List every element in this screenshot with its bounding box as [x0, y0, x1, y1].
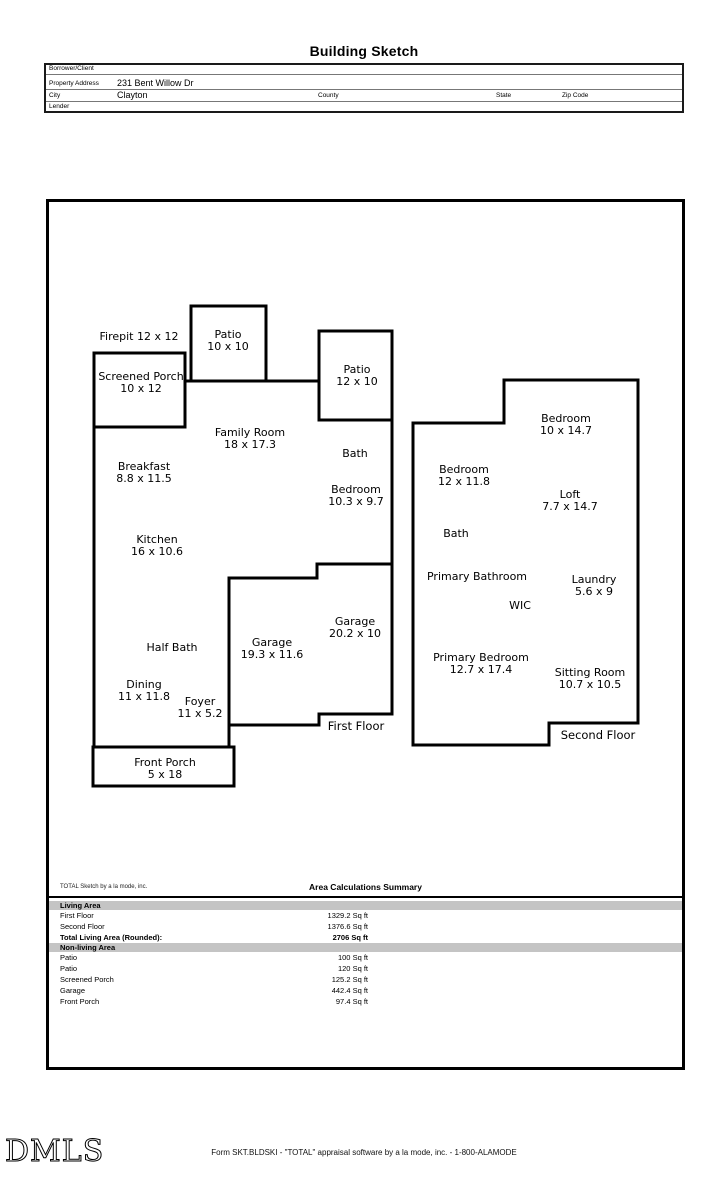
summary-header [46, 877, 685, 898]
room-label-garage-20: Garage 20.2 x 10 [329, 615, 381, 640]
area-calculations-summary [46, 877, 685, 1007]
sketch-area [46, 199, 685, 1070]
zip-label: Zip Code [562, 92, 589, 99]
summary-row-second-floor: Second Floor 1376.6 Sq ft [60, 922, 368, 931]
room-label-sitting-room: Sitting Room 10.7 x 10.5 [554, 666, 626, 691]
borrower-label: Borrower/Client [49, 65, 94, 72]
room-label-bath-second: Bath [443, 527, 469, 540]
room-label-half-bath: Half Bath [146, 641, 198, 654]
room-label-bedroom-12x118: Bedroom 12 x 11.8 [438, 463, 490, 488]
city-value: Clayton [117, 90, 148, 100]
dmls-logo: DMLS [5, 1134, 105, 1169]
page-title: Building Sketch [309, 43, 419, 59]
property-address-value: 231 Bent Willow Dr [117, 78, 194, 88]
state-label: State [496, 92, 512, 99]
summary-row-first-floor: First Floor 1329.2 Sq ft [60, 911, 368, 920]
room-label-bedroom-first: Bedroom 10.3 x 9.7 [328, 483, 384, 508]
room-label-primary-bathroom: Primary Bathroom [426, 570, 528, 583]
room-label-patio-12x10: Patio 12 x 10 [336, 363, 378, 388]
borrower-row [46, 65, 682, 75]
room-label-loft: Loft 7.7 x 14.7 [542, 488, 598, 513]
city-state-zip-row [46, 90, 682, 102]
room-label-wic: WIC [509, 599, 531, 612]
lender-label: Lender [49, 103, 70, 110]
room-label-laundry: Laundry 5.6 x 9 [571, 573, 617, 598]
summary-row-front-porch: Front Porch 97.4 Sq ft [60, 997, 368, 1006]
room-label-bedroom-10x147: Bedroom 10 x 14.7 [540, 412, 592, 437]
summary-row-patio-1: Patio 100 Sq ft [60, 953, 368, 962]
property-address-row [46, 75, 682, 90]
property-form-table [44, 63, 684, 113]
summary-row-patio-2: Patio 120 Sq ft [60, 964, 368, 973]
property-address-label: Property Address [49, 80, 99, 87]
county-label: County [318, 92, 339, 99]
footer-text: Form SKT.BLDSKI - "TOTAL" appraisal software by a la mode, inc. - 1-800-ALAMODE [211, 1148, 517, 1157]
room-label-patio-10x10: Patio 10 x 10 [207, 328, 249, 353]
room-label-bath-first: Bath [342, 447, 368, 460]
lender-row [46, 102, 682, 111]
room-label-breakfast: Breakfast 8.8 x 11.5 [116, 460, 172, 485]
second-floor-label: Second Floor [560, 728, 636, 742]
room-label-foyer: Foyer 11 x 5.2 [177, 695, 223, 720]
summary-row-garage: Garage 442.4 Sq ft [60, 986, 368, 995]
room-label-garage-19: Garage 19.3 x 11.6 [240, 636, 304, 661]
room-label-firepit: Firepit 12 x 12 [99, 330, 179, 343]
summary-row-screened-porch: Screened Porch 125.2 Sq ft [60, 975, 368, 984]
room-label-front-porch: Front Porch 5 x 18 [134, 756, 196, 781]
room-label-family-room: Family Room 18 x 17.3 [214, 426, 286, 451]
summary-title: Area Calculations Summary [309, 882, 422, 892]
first-floor-label: First Floor [327, 719, 385, 733]
room-label-screened-porch: Screened Porch 10 x 12 [98, 370, 184, 395]
city-label: City [49, 92, 61, 99]
nonliving-area-header: Non-living Area [46, 943, 685, 952]
room-label-primary-bedroom: Primary Bedroom 12.7 x 17.4 [433, 651, 529, 676]
room-label-dining: Dining 11 x 11.8 [118, 678, 170, 703]
living-area-header: Living Area [46, 901, 685, 910]
summary-row-total-living: Total Living Area (Rounded): 2706 Sq ft [60, 933, 368, 942]
room-label-kitchen: Kitchen 16 x 10.6 [131, 533, 183, 558]
summary-attribution: TOTAL Sketch by a la mode, inc. [60, 884, 148, 890]
